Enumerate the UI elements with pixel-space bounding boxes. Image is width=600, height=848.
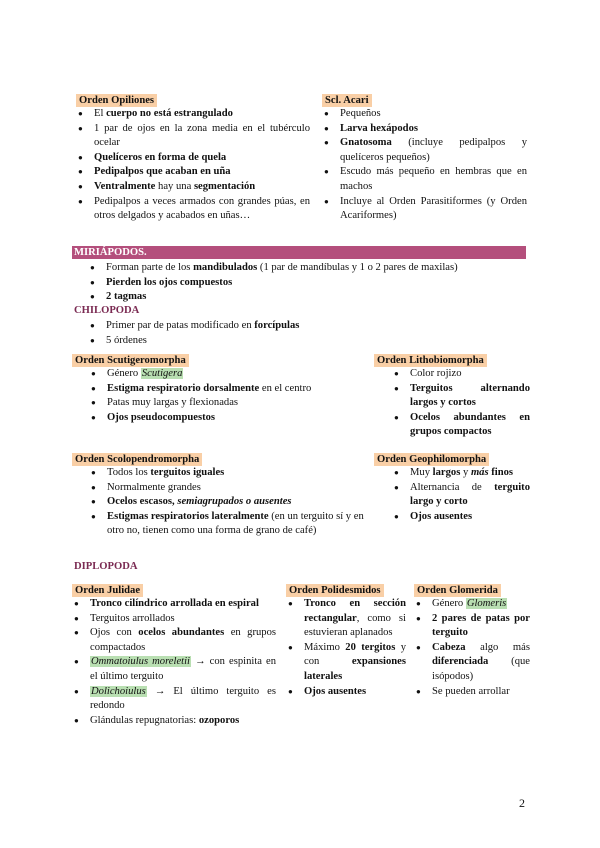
text-run: Incluye al Orden Parasitiformes (y Orden Acariformes) <box>340 195 527 222</box>
acari-title: Scl. Acari <box>322 94 372 107</box>
list-item <box>88 276 528 291</box>
text-run: Primer par de patas modificado en <box>106 320 255 331</box>
list-item <box>322 195 527 224</box>
text-run: Glándulas repugnatorias: <box>90 714 199 726</box>
list-item <box>414 685 530 700</box>
taxon-highlight: Glomeris <box>466 598 507 609</box>
text-run: Cabeza <box>432 641 466 653</box>
text-run: 5 órdenes <box>106 334 147 346</box>
list-item <box>89 466 372 481</box>
text-run: Estigma respiratorio dorsalmente <box>107 382 260 394</box>
text-run: terguito largo y corto <box>410 481 530 508</box>
scolopendromorpha-list <box>89 466 372 539</box>
section-julidae <box>72 584 276 728</box>
list-item <box>76 195 310 224</box>
text-run: Larva hexápodos <box>340 122 418 134</box>
section-opiliones <box>76 94 310 224</box>
list-item <box>76 122 310 151</box>
text-run: Ojos ausentes <box>304 685 367 697</box>
text-run: Color rojizo <box>410 368 462 379</box>
list-item <box>72 597 276 612</box>
lithobiomorpha-list <box>392 367 530 440</box>
section-miriapodos <box>88 261 528 305</box>
text-run: Ojos pseudocompuestos <box>107 411 216 423</box>
section-lithobiomorpha <box>374 354 530 440</box>
list-item <box>72 714 276 729</box>
list-item <box>76 180 310 195</box>
chilopoda-list <box>88 319 528 348</box>
text-run: forcípulas <box>254 320 300 331</box>
text-run: Alternancia de <box>410 481 495 493</box>
text-run: Terguitos alternando largos y cortos <box>410 382 530 409</box>
scolopendromorpha-title: Orden Scolopendromorpha <box>72 453 202 466</box>
text-run: y con <box>304 641 406 668</box>
list-item <box>322 122 527 137</box>
text-run: algo más <box>465 641 530 653</box>
miriapodos-title: MIRIÁPODOS. <box>74 247 147 258</box>
text-run: Normalmente grandes <box>107 481 201 493</box>
text-run: → El último terguito es redondo <box>90 685 276 712</box>
text-run: Quelíceros en forma de quela <box>94 151 227 163</box>
julidae-list <box>72 597 276 728</box>
list-item <box>414 641 530 685</box>
text-run: (incluye pedipalpos y quelíceros pequeños) <box>340 137 527 163</box>
text-run: semiagrupados o ausentes <box>177 496 292 508</box>
text-run: mandibulados <box>193 262 258 273</box>
text-run: y <box>460 467 471 478</box>
diplopoda-title: DIPLOPODA <box>74 561 138 572</box>
scutigeromorpha-title: Orden Scutigeromorpha <box>72 354 189 367</box>
text-run: expansiones laterales <box>304 656 406 682</box>
text-run: Género <box>107 368 141 379</box>
text-run: largos <box>432 467 461 478</box>
text-run: en grupos compactados <box>90 627 277 653</box>
text-run: 2 tagmas <box>106 291 147 303</box>
text-run: Ojos ausentes <box>410 510 473 522</box>
text-run: diferenciada <box>432 656 489 668</box>
section-polidesmidos <box>286 584 406 699</box>
list-item <box>286 685 406 700</box>
text-run: Forman parte de los <box>106 262 194 273</box>
list-item <box>392 367 530 382</box>
text-run: finos <box>491 467 514 478</box>
text-run: → con espinita en el último terguito <box>90 656 277 682</box>
text-run: Género <box>432 598 466 609</box>
list-item <box>72 612 276 627</box>
opiliones-title: Orden Opiliones <box>76 94 157 107</box>
list-item <box>88 334 528 349</box>
text-run: en el centro <box>259 382 312 394</box>
list-item <box>322 136 527 165</box>
list-item <box>322 165 527 194</box>
text-run: Tronco cilíndrico arrollada en espiral <box>90 598 259 609</box>
miriapodos-list <box>88 261 528 305</box>
text-run: más <box>470 467 489 478</box>
text-run: ozoporos <box>198 714 240 726</box>
list-item <box>76 107 310 122</box>
text-run: Patas muy largas y flexionadas <box>107 397 239 409</box>
list-item <box>392 510 530 525</box>
text-run: Pedipalpos que acaban en uña <box>94 166 231 178</box>
list-item <box>89 396 372 411</box>
glomerida-title: Orden Glomerida <box>414 584 501 597</box>
taxon-highlight: Dolichoiulus <box>91 685 146 697</box>
julidae-title: Orden Julidae <box>72 584 143 597</box>
list-item <box>89 367 372 382</box>
list-item <box>72 655 276 684</box>
chilopoda-title: CHILOPODA <box>74 305 140 316</box>
list-item <box>72 626 276 655</box>
text-run: segmentación <box>193 180 256 192</box>
glomerida-list <box>414 597 530 699</box>
text-run: (en un terguito sí y en otro no, tienen como una forma de grano de café) <box>107 510 364 537</box>
list-item <box>286 597 406 641</box>
section-chilopoda <box>88 319 528 348</box>
text-run: , como si estuvieran aplanados <box>304 612 406 639</box>
list-item <box>414 597 530 612</box>
list-item <box>72 685 276 714</box>
text-run: Ventralmente <box>94 180 156 192</box>
text-run: Ojos con <box>90 627 139 639</box>
list-item <box>88 261 528 276</box>
taxon-highlight: Scutigera <box>141 368 183 379</box>
text-run: (1 par de mandíbulas y 1 o 2 pares de maxilas) <box>257 262 458 273</box>
text-run: (que isópodos) <box>432 656 530 682</box>
text-run: terguitos iguales <box>150 467 225 478</box>
text-run: Estigmas respiratorios lateralmente <box>107 510 269 522</box>
text-run: Ocelos escasos, <box>107 496 178 508</box>
text-run: cuerpo no está estrangulado <box>106 108 233 119</box>
list-item <box>89 382 372 397</box>
text-run: 1 par de ojos en la zona media en el tubérculo ocelar <box>94 122 310 149</box>
text-run: ocelos abundantes <box>138 627 225 639</box>
geophilomorpha-list <box>392 466 530 524</box>
list-item <box>89 510 372 539</box>
geophilomorpha-title: Orden Geophilomorpha <box>374 453 489 466</box>
list-item <box>76 165 310 180</box>
text-run: Se pueden arrollar <box>432 685 510 697</box>
section-geophilomorpha <box>374 453 530 524</box>
section-acari <box>322 94 527 224</box>
acari-list <box>322 107 527 224</box>
text-run: Máximo <box>304 641 346 653</box>
opiliones-list <box>76 107 310 224</box>
list-item <box>392 481 530 510</box>
section-scutigeromorpha <box>72 354 372 425</box>
text-run: Pedipalpos a veces armados con grandes púas, en otros delgados y acabados en uñas… <box>94 195 310 222</box>
list-item <box>89 411 372 426</box>
scutigeromorpha-list <box>89 367 372 425</box>
text-run: Pequeños <box>340 108 381 119</box>
text-run: Gnatosoma <box>340 137 392 149</box>
list-item <box>89 495 372 510</box>
text-run: Todos los <box>107 467 151 478</box>
list-item <box>88 290 528 305</box>
list-item <box>76 151 310 166</box>
text-run: El <box>94 108 107 119</box>
text-run: Terguitos arrollados <box>90 612 175 624</box>
list-item <box>414 612 530 641</box>
text-run: Tronco en sección rectangular <box>304 598 406 624</box>
text-run: 2 pares de patas por terguito <box>432 612 530 639</box>
page-number: 2 <box>519 796 525 810</box>
section-scolopendromorpha <box>72 453 372 539</box>
lithobiomorpha-title: Orden Lithobiomorpha <box>374 354 487 367</box>
taxon-highlight: Ommatoiulus moreletii <box>91 656 190 668</box>
polidesmidos-title: Orden Polidesmidos <box>286 584 384 597</box>
text-run: hay una <box>155 180 194 192</box>
text-run: Pierden los ojos compuestos <box>106 276 233 288</box>
list-item <box>322 107 527 122</box>
list-item <box>88 319 528 334</box>
polidesmidos-list <box>286 597 406 699</box>
list-item <box>392 382 530 411</box>
list-item <box>286 641 406 685</box>
text-run: Muy <box>410 467 433 478</box>
text-run: Ocelos abundantes en grupos compactos <box>410 411 530 438</box>
list-item <box>392 411 530 440</box>
text-run: Escudo más pequeño en hembras que en machos <box>340 166 527 192</box>
list-item <box>89 481 372 496</box>
section-glomerida <box>414 584 530 699</box>
text-run: 20 tergitos <box>345 641 396 653</box>
miriapodos-band <box>72 246 526 259</box>
list-item <box>392 466 530 481</box>
